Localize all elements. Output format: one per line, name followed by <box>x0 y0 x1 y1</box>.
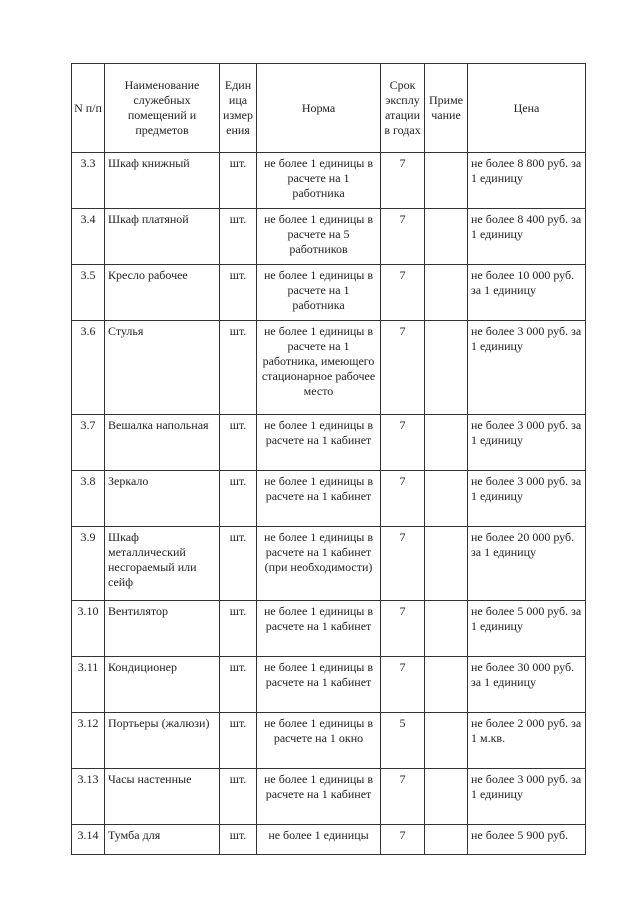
cell-name: Кресло рабочее <box>105 265 220 321</box>
cell-name: Вешалка напольная <box>105 415 220 471</box>
cell-num: 3.7 <box>72 415 105 471</box>
cell-name: Стулья <box>105 321 220 415</box>
cell-unit: шт. <box>220 471 257 527</box>
cell-price: не более 3 000 руб. за 1 единицу <box>468 321 586 415</box>
table-row <box>72 209 586 265</box>
cell-unit: шт. <box>220 415 257 471</box>
cell-note <box>425 415 468 471</box>
cell-num: 3.4 <box>72 209 105 265</box>
cell-num: 3.10 <box>72 601 105 657</box>
cell-term: 7 <box>381 471 425 527</box>
cell-unit: шт. <box>220 601 257 657</box>
cell-norm: не более 1 единицы <box>257 825 381 855</box>
table-row <box>72 825 586 855</box>
cell-unit: шт. <box>220 825 257 855</box>
cell-term: 7 <box>381 153 425 209</box>
cell-note <box>425 265 468 321</box>
cell-norm: не более 1 единицы в расчете на 1 работника, имеющего стационарное рабочее место <box>257 321 381 415</box>
cell-norm: не более 1 единицы в расчете на 1 кабинет <box>257 769 381 825</box>
table-row <box>72 265 586 321</box>
header-num: N п/п <box>72 64 105 153</box>
cell-norm: не более 1 единицы в расчете на 1 работника <box>257 153 381 209</box>
header-term: Срок эксплуатации в годах <box>381 64 425 153</box>
cell-name: Вентилятор <box>105 601 220 657</box>
cell-term: 5 <box>381 713 425 769</box>
cell-price: не более 3 000 руб. за 1 единицу <box>468 471 586 527</box>
cell-name: Портьеры (жалюзи) <box>105 713 220 769</box>
cell-note <box>425 713 468 769</box>
cell-price: не более 3 000 руб. за 1 единицу <box>468 769 586 825</box>
cell-norm: не более 1 единицы в расчете на 1 кабинет <box>257 415 381 471</box>
cell-unit: шт. <box>220 321 257 415</box>
cell-num: 3.11 <box>72 657 105 713</box>
cell-term: 7 <box>381 825 425 855</box>
cell-term: 7 <box>381 415 425 471</box>
header-norm: Норма <box>257 64 381 153</box>
cell-note <box>425 825 468 855</box>
cell-note <box>425 527 468 601</box>
table-row <box>72 415 586 471</box>
cell-unit: шт. <box>220 713 257 769</box>
cell-unit: шт. <box>220 769 257 825</box>
header-note: Примечание <box>425 64 468 153</box>
cell-num: 3.8 <box>72 471 105 527</box>
cell-unit: шт. <box>220 657 257 713</box>
cell-num: 3.14 <box>72 825 105 855</box>
cell-unit: шт. <box>220 265 257 321</box>
cell-name: Зеркало <box>105 471 220 527</box>
table-row <box>72 713 586 769</box>
cell-unit: шт. <box>220 153 257 209</box>
cell-norm: не более 1 единицы в расчете на 5 работников <box>257 209 381 265</box>
cell-term: 7 <box>381 601 425 657</box>
cell-norm: не более 1 единицы в расчете на 1 кабинет <box>257 601 381 657</box>
cell-num: 3.9 <box>72 527 105 601</box>
cell-norm: не более 1 единицы в расчете на 1 окно <box>257 713 381 769</box>
cell-term: 7 <box>381 769 425 825</box>
cell-term: 7 <box>381 265 425 321</box>
cell-price: не более 8 400 руб. за 1 единицу <box>468 209 586 265</box>
table-row <box>72 769 586 825</box>
table-row <box>72 527 586 601</box>
cell-norm: не более 1 единицы в расчете на 1 кабинет (при необходимости) <box>257 527 381 601</box>
cell-note <box>425 471 468 527</box>
table-row <box>72 657 586 713</box>
cell-price: не более 20 000 руб. за 1 единицу <box>468 527 586 601</box>
cell-term: 7 <box>381 321 425 415</box>
cell-num: 3.12 <box>72 713 105 769</box>
cell-name: Шкаф металлический несгораемый или сейф <box>105 527 220 601</box>
cell-term: 7 <box>381 527 425 601</box>
cell-price: не более 8 800 руб. за 1 единицу <box>468 153 586 209</box>
cell-price: не более 10 000 руб. за 1 единицу <box>468 265 586 321</box>
cell-unit: шт. <box>220 527 257 601</box>
header-name: Наименование служебных помещений и предметов <box>105 64 220 153</box>
cell-note <box>425 769 468 825</box>
cell-term: 7 <box>381 657 425 713</box>
cell-unit: шт. <box>220 209 257 265</box>
cell-price: не более 5 000 руб. за 1 единицу <box>468 601 586 657</box>
cell-price: не более 3 000 руб. за 1 единицу <box>468 415 586 471</box>
cell-name: Тумба для <box>105 825 220 855</box>
table-header-row <box>72 64 586 153</box>
cell-num: 3.5 <box>72 265 105 321</box>
cell-price: не более 2 000 руб. за 1 м.кв. <box>468 713 586 769</box>
norms-table <box>71 63 586 855</box>
table-row <box>72 321 586 415</box>
cell-note <box>425 601 468 657</box>
header-unit: Единица измерения <box>220 64 257 153</box>
header-price: Цена <box>468 64 586 153</box>
cell-norm: не более 1 единицы в расчете на 1 кабинет <box>257 471 381 527</box>
table-row <box>72 153 586 209</box>
cell-name: Кондиционер <box>105 657 220 713</box>
cell-note <box>425 153 468 209</box>
cell-name: Шкаф книжный <box>105 153 220 209</box>
cell-num: 3.13 <box>72 769 105 825</box>
cell-name: Шкаф платяной <box>105 209 220 265</box>
table-row <box>72 471 586 527</box>
cell-num: 3.3 <box>72 153 105 209</box>
cell-note <box>425 209 468 265</box>
cell-norm: не более 1 единицы в расчете на 1 кабинет <box>257 657 381 713</box>
cell-note <box>425 657 468 713</box>
table-row <box>72 601 586 657</box>
cell-norm: не более 1 единицы в расчете на 1 работника <box>257 265 381 321</box>
cell-price: не более 5 900 руб. <box>468 825 586 855</box>
cell-num: 3.6 <box>72 321 105 415</box>
cell-name: Часы настенные <box>105 769 220 825</box>
cell-note <box>425 321 468 415</box>
cell-price: не более 30 000 руб. за 1 единицу <box>468 657 586 713</box>
cell-term: 7 <box>381 209 425 265</box>
